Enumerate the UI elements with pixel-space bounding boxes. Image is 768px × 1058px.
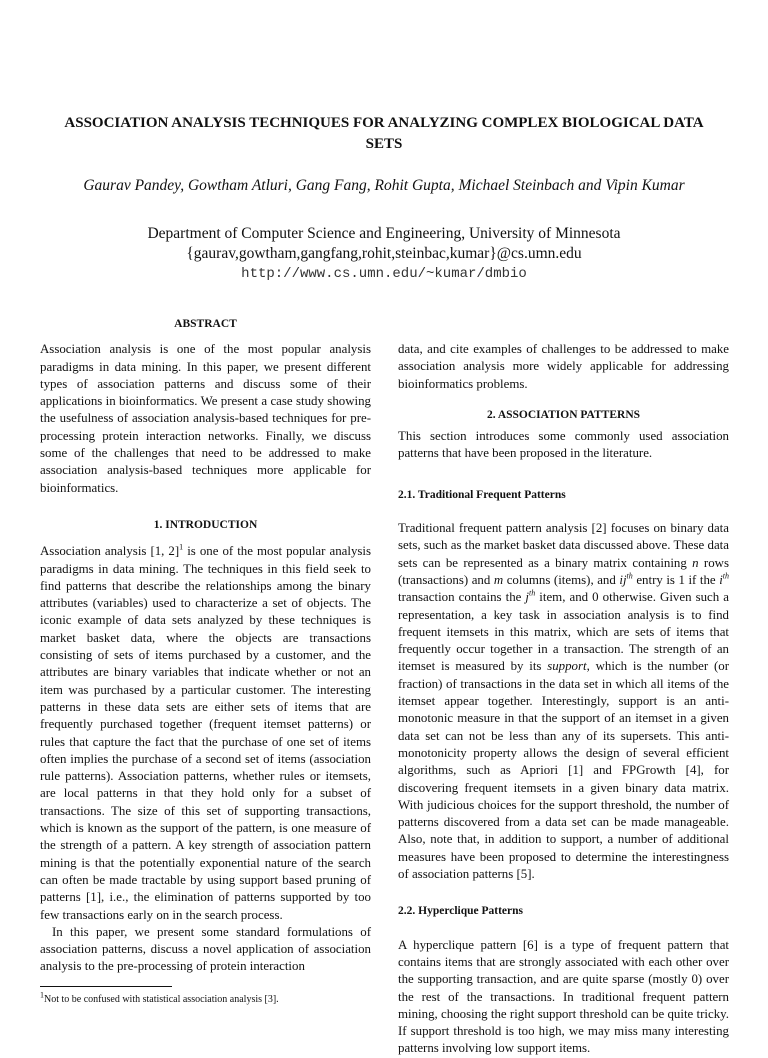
footnote-mark: 1 [40,990,44,1000]
text: columns (items), and [503,572,620,587]
abstract-text: Association analysis is one of the most popular analysis paradigms in data mining. In this paper, we present different types of association patterns and discuss some of their applications in bioinformatics. We present a case study showing the usefulness of association analysis-based techniques for pre-processing protein interaction networks. Finally, we discuss some of the challenges that need to be addressed to make association analysis-based techniques more applicable for bioinformatics. [40,342,371,495]
math: j [525,590,530,605]
section-2-1-paragraph [398,520,729,883]
text: Traditional frequent pattern analysis [2] focuses on binary data sets, such as the market basket data discussed above. These data sets can be represented as a binary matrix containing [398,521,729,570]
math: th [626,571,633,581]
right-column [398,341,729,1058]
text: entry is 1 if the [632,572,720,587]
math: ij [619,572,627,587]
math: m [493,572,504,587]
text: item, and 0 otherwise. Given such a representation, a key task in association analysis is to find frequent itemsets in this matrix, which are sets of items that frequently occur together in a transaction. The strength of an itemset is measured by its [398,590,729,674]
left-column [40,316,371,1006]
text: transaction contains the [398,590,526,605]
section-2-1-heading: 2.1. Traditional Frequent Patterns [398,488,566,501]
math: n [692,555,699,570]
email-addresses: {gaurav,gowtham,gangfang,rohit,steinbac,kumar}@cs.umn.edu [186,245,582,262]
intro-heading: 1. INTRODUCTION [153,518,258,531]
intro-paragraph-2: In this paper, we present some standard formulations of association patterns, discuss a novel application of association analysis to the pre-processing of protein interaction [40,924,371,974]
math: th [722,571,730,581]
text: , which is the number (or fraction) of transactions in the data set in which all items of the itemset appear together. Interestingly, support is an anti-monotonic measure in that the support of an itemset in a given data set can not be less than any of its supersets. This anti-monotonicity property allows the design of several efficient algorithms, such as Apriori [1] and FPGrowth [4], for discovering frequent itemsets in a given binary data matrix. With judicious choices for the support threshold, the number of patterns discovered from a data set can be made manageable. Also, note that, in addition to support, a number of additional measures have been proposed to determine the interestingness of association patterns [5]. [398,659,729,882]
footnote [40,990,371,1006]
math: th [529,588,536,598]
text: is one of the most popular analysis paradigms in data mining. The techniques in this field seek to find patterns that describe the relationships among the binary attributes (variables) used to characterize a set of objects. The iconic example of data sets analyzed by these techniques is market basket data, where the objects are transactions consisting of sets of items purchased by a customer, and the attributes are binary variables that indicate whether or not an item was purchased by a particular customer. The interesting patterns in these data sets are either sets of items that are frequently purchased together (frequent itemset patterns) or rules that capture the fact that the purchase of one set of items often implies the purchase of a second set of items (association rule patterns). Association patterns, whether rules or itemsets, are local patterns in that they hold only for a subset of transactions. The size of this set of supporting transactions, which is known as the support of the pattern, is one measure of the strength of a pattern. A key strength of association pattern mining is that the potentially exponential nature of the search can often be made tractable by using support based pruning of patterns [1], i.e., the elimination of patterns supported by too few transactions early on in the search process. [40,544,372,922]
section-2-2-paragraph: A hyperclique pattern [6] is a type of frequent pattern that contains items that are strongly associated with each other over the supporting transaction, and are quite sparse (mostly 0) over the rest of the transactions. In traditional frequent pattern mining, choosing the right support threshold can be quite tricky. If support threshold is too high, we may miss many interesting patterns involving low support items. [398,937,729,1056]
intro-continuation: data, and cite examples of challenges to be addressed to make association analysis more widely applicable for addressing bioinformatics problems. [398,342,729,391]
section-2-text: This section introduces some commonly used association patterns that have been proposed in the literature. [398,429,729,461]
footnote-divider [40,986,172,987]
section-2-2-heading: 2.2. Hyperclique Patterns [398,905,523,918]
section-2-heading: 2. ASSOCIATION PATTERNS [486,408,641,421]
text: rows (transactions) and [398,555,729,587]
paper-title: ASSOCIATION ANALYSIS TECHNIQUES FOR ANALYZING COMPLEX BIOLOGICAL DATA SETS [64,115,704,152]
emphasis: support [547,659,587,674]
footnote-text: Not to be confused with statistical association analysis [3]. [44,993,279,1005]
affiliation-block [20,224,748,284]
math: i [719,572,723,587]
abstract-heading: ABSTRACT [174,318,237,330]
text: Association analysis [1, 2] [40,544,180,559]
author-list: Gaurav Pandey, Gowtham Atluri, Gang Fang, Rohit Gupta, Michael Steinbach and Vipin Kumar [83,177,685,194]
footnote-mark: 1 [179,542,184,552]
project-url: http://www.cs.umn.edu/~kumar/dmbio [241,266,527,282]
intro-paragraph-1 [40,543,371,924]
affiliation: Department of Computer Science and Engineering, University of Minnesota [147,225,621,242]
